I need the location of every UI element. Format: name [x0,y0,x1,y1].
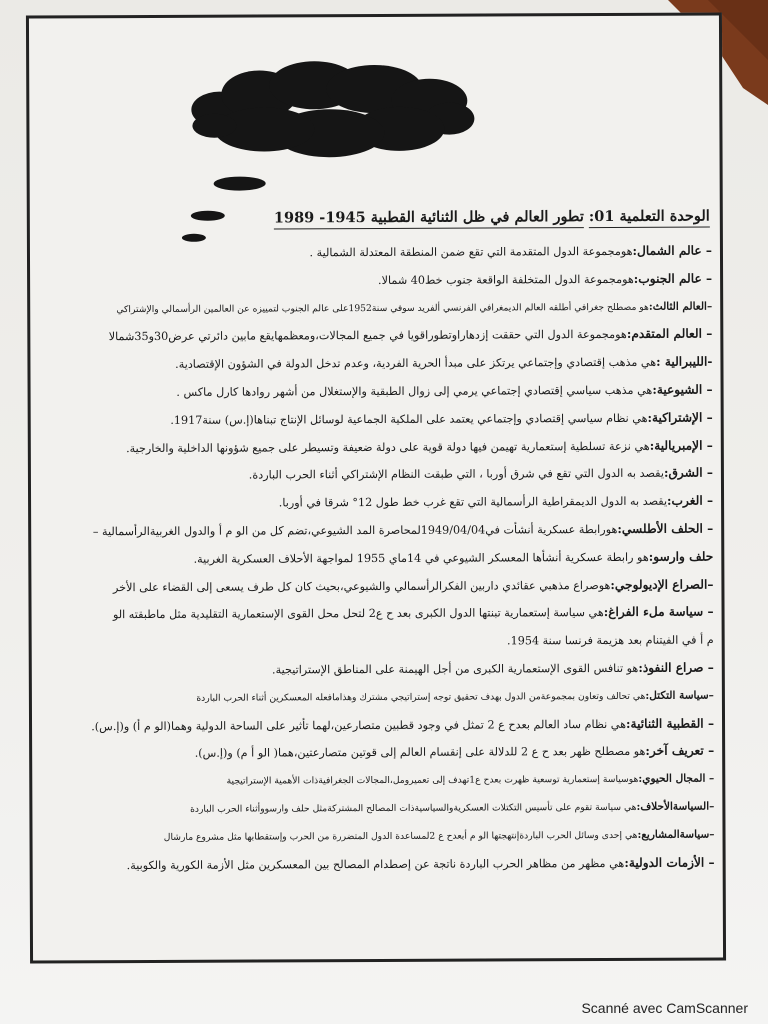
definition-line [38,821,714,852]
definition-term: – سياسة ملء الفراغ: [603,604,714,620]
definition-term: حلف وارسو: [648,549,714,564]
definition-line [38,793,714,824]
definition-line [38,682,714,713]
unit-title-text: تطور العالم في ظل الثنائية القطبية 1945- 1989 [274,208,584,229]
definition-line [36,238,712,269]
definition-text: هوسياسة إستعمارية توسعية ظهرت بعدح ع1تهدف إلى تعميرومل،المجالات الجغرافيةذات الأهمية الإستراتيجية [226,773,639,787]
definition-text: م أ في الفيتنام بعد هزيمة فرنسا سنة 1954. [506,633,714,648]
definition-line [36,293,712,324]
definition-text: هو مصطلح ظهر بعد ح ع 2 للدلالة على إنقسام العالم إلى قوتين متصارعتين،هما( الو أ م) و(إ.س). [194,745,646,761]
definition-text: يقصد به الدول التي تقع في شرق أوربا ، التي طبقت النظام الإشتراكي أثناء الحرب الباردة. [248,467,664,482]
definition-term: – الشرق: [663,465,713,481]
definition-line [37,432,713,463]
definition-line [37,571,713,602]
definition-line [37,599,713,630]
definition-text: هوصراع مذهبي عقائدي داربين الفكرالرأسمالي والشيوعي،بحيث كان كل طرف يسعى إلى القضاء على الأخر [112,578,611,594]
definition-term: – تعريف آخر: [645,743,715,759]
definition-text: هي مذهب إقتصادي وإجتماعي يرتكز على مبدأ الحرية الفردية، وعدم تدخل الدولة في الشؤون الإقتصادية. [175,355,657,372]
definition-text: هي نظام ساد العالم بعدح ع 2 تمثل في وجود قطبين متصارعين،لهما تأثير على الساحة الدولية وهما(الو م أ) و(إ.س). [91,717,627,733]
definition-term: – الشيوعية: [652,382,713,397]
definition-line [37,377,713,408]
definition-term: – عالم الشمال: [632,243,712,258]
definition-line [38,710,714,741]
definition-text: هي إحدى وسائل الحرب الباردةإنتهجتها الو م أبعدح ع 2لمساعدة الدول المتضررة من الحرب وإستقطابها مثل مشروع مارشال [163,829,638,843]
definition-term: – القطبية الثنائية: [625,716,715,731]
definition-text: هي نظام سياسي إقتصادي وإجتماعي يعتمد على الملكية الجماعية لوسائل الإنتاج تبناها(إ.س) سنة1917. [170,411,648,427]
definitions-list [36,238,715,880]
definition-text: هي سياسة تقوم على تأسيس التكتلات العسكريةوالسياسيةذات المصالح المشتركةمثل حلف وارسووأثناء الحرب الباردة [190,801,637,815]
definition-line [37,488,713,519]
document-sheet [26,12,726,963]
definition-term: –العالم الثالث: [648,300,713,313]
definition-term: – الغرب: [667,493,714,508]
unit-title-label: الوحدة التعلمية 01: [589,208,710,229]
definition-line [39,849,715,880]
definition-text: هومجموعة الدول المتقدمة التي تقع ضمن المنطقة المعتدلة الشمالية . [309,244,633,260]
definition-text: هورابطة عسكرية أنشأت في1949/04/04لمحاصرة المد الشيوعي،تضم كل من الو م أ والدول الغربيةالرأسمالية – [92,522,618,539]
definition-line [36,349,712,380]
definition-line [37,460,713,491]
definition-line [38,766,714,797]
definition-text: هو مصطلح جغرافي أطلقه العالم الديمغرافي الفرنسي ألفريد سوفي سنة1952على عالم الجنوب لتمييزه عن العالمين الرأسمالي والإشتراكي [116,301,649,315]
definition-text: هو تنافس القوى الإستعمارية الكبرى من أجل الهيمنة على المناطق الإستراتيجية. [272,661,639,677]
definition-text: هي سياسة إستعمارية تبنتها الدول الكبرى بعد ح ع2 لتحل محل القوى الإستعمارية التقليدية مثل ماطبقته الو [112,606,604,622]
definition-term: – الإمبريالية: [649,438,713,453]
definition-text: هي مذهب سياسي إقتصادي إجتماعي يرمي إلى زوال الطبقية والإستغلال من أشهر روادها كارل ماكس . [176,383,653,399]
definition-text: هي مظهر من مظاهر الحرب الباردة ناتجة عن إصطدام المصالح بين المعسكرين مثل الأزمة الكورية والكوبية. [126,856,625,872]
definition-text: يقصد به الدول الديمقراطية الرأسمالية التي تقع غرب خط طول 12° شرقا في أوربا. [278,494,668,510]
definition-term: – الأزمات الدولية: [624,855,715,870]
definition-line [36,265,712,296]
definition-text: هومجموعة الدول التي حققت إزدهاراوتطوراقويا في جميع المجالات،ومعظمهايقع مابين دائرتي عرض30و35شمالا [108,328,627,344]
definition-text: هومجموعة الدول المتخلفة الواقعة جنوب خط40 شمالا. [378,272,634,287]
definition-text: هو رابطة عسكرية أنشأها المعسكر الشيوعي في 14ماي 1955 لمواجهة الأحلاف العسكرية الغربية. [193,550,649,566]
definition-line [38,627,714,658]
definition-line [38,654,714,685]
definition-term: – الإشتراكية: [647,410,713,425]
definition-text: هي تحالف وتعاون بمجموعةمن الدول بهدف تحقيق توجه إستراتيجي مشترك وهذامافعله المعسكرين أثناء الحرب الباردة [196,690,646,704]
definition-term: –سياسة التكتل: [645,689,714,702]
definition-line [38,738,714,769]
scanner-watermark: Scanné avec CamScanner [581,1000,748,1016]
definition-term: -الليبرالية : [656,354,713,369]
definition-term: – الحلف الأطلسي: [617,521,714,536]
definition-text: هي نزعة تسلطية إستعمارية تهيمن فيها دولة قوية على دولة ضعيفة وتسيطر على جميع شؤونها الداخلية والخارجية. [126,439,650,455]
definition-term: – العالم المتقدم: [626,326,713,342]
definition-line [37,404,713,435]
thought-cloud-icon [179,59,480,260]
definition-line [36,321,712,352]
definition-term: – المجال الحيوي: [638,772,715,785]
unit-title [274,208,710,227]
definition-term: –سياسةالمشاريع: [637,828,715,841]
definition-term: –الصراع الإديولوجي: [610,577,714,592]
definition-term: –السياسةالأحلاف: [636,800,715,813]
definition-line [37,543,713,574]
definition-line [37,515,713,546]
definition-term: – عالم الجنوب: [633,271,713,286]
definition-term: – صراع النفوذ: [638,660,714,675]
